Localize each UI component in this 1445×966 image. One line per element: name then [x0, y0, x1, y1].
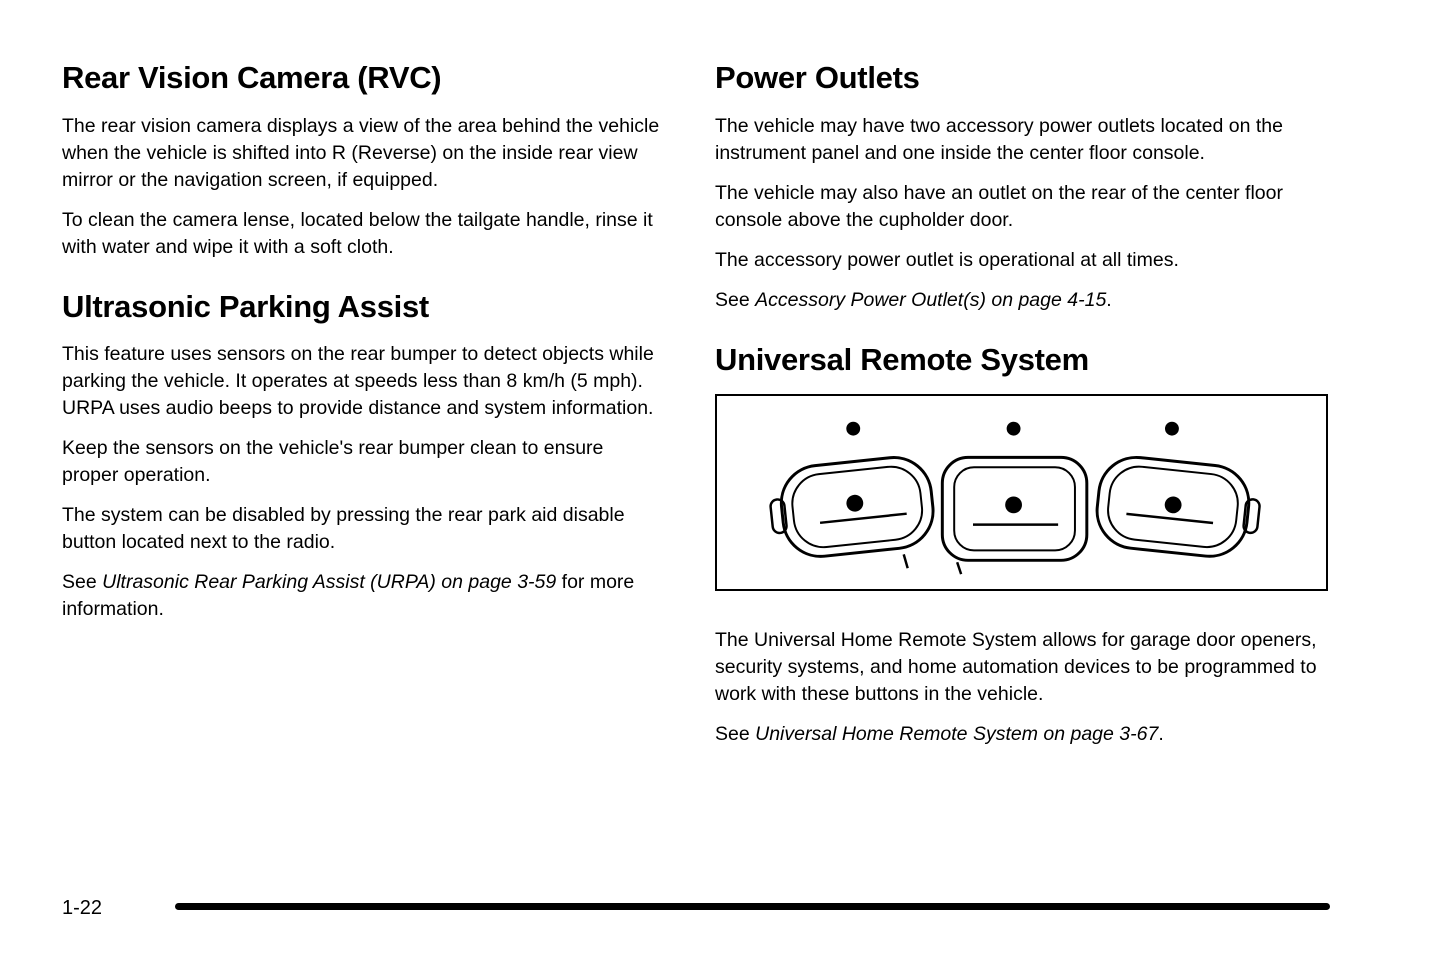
parking-assist-paragraph-3: The system can be disabled by pressing the rear park aid disable button located next to the radio.	[62, 504, 625, 554]
heading-power-outlets: Power Outlets	[715, 60, 920, 95]
rvc-paragraph-2: To clean the camera lense, located below the tailgate handle, rinse it with water and wipe it with a soft cloth.	[62, 208, 653, 258]
see-prefix: See	[715, 288, 756, 311]
left-column	[62, 60, 662, 636]
parking-assist-cross-reference	[62, 569, 662, 623]
power-outlets-paragraph-2: The vehicle may also have an outlet on the rear of the center floor console above the cupholder door.	[715, 181, 1283, 231]
rvc-paragraph-1: The rear vision camera displays a view of the area behind the vehicle when the vehicle is shifted into R (Reverse) on the inside rear view mirror or the navigation screen, if equipped.	[62, 114, 660, 191]
page-number: 1-22	[62, 897, 103, 919]
right-column	[715, 60, 1335, 761]
see-reference-italic: Ultrasonic Rear Parking Assist (URPA) on page 3-59	[102, 571, 557, 594]
heading-universal-remote-system: Universal Remote System	[715, 341, 1089, 377]
see-prefix: See	[62, 571, 103, 594]
footer-divider-rule	[175, 903, 1330, 910]
parking-assist-paragraph-2: Keep the sensors on the vehicle's rear bumper clean to ensure proper operation.	[62, 437, 604, 487]
see-suffix: .	[1106, 288, 1112, 311]
universal-remote-buttons-drawing	[717, 396, 1326, 589]
see-reference-italic: Accessory Power Outlet(s) on page 4-15	[755, 288, 1107, 311]
universal-remote-paragraph-1: The Universal Home Remote System allows for garage door openers, security systems, and home automation devices to be programmed to work with these buttons in the vehicle.	[715, 629, 1317, 706]
see-prefix: See	[715, 723, 756, 746]
power-outlets-cross-reference	[715, 287, 1335, 314]
see-reference-italic: Universal Home Remote System on page 3-67	[755, 723, 1159, 746]
universal-remote-cross-reference	[715, 721, 1335, 748]
see-suffix: for more information.	[62, 571, 635, 621]
parking-assist-paragraph-1: This feature uses sensors on the rear bumper to detect objects while parking the vehicle. It operates at speeds less than 8 km/h (5 mph). URPA uses audio beeps to provide distance and system information.	[62, 343, 654, 420]
power-outlets-paragraph-1: The vehicle may have two accessory power outlets located on the instrument panel and one inside the center floor console.	[715, 114, 1283, 164]
see-suffix: .	[1158, 723, 1164, 746]
heading-ultrasonic-parking-assist: Ultrasonic Parking Assist	[62, 288, 429, 324]
universal-remote-illustration	[715, 394, 1328, 591]
heading-rear-vision-camera: Rear Vision Camera (RVC)	[62, 60, 442, 95]
power-outlets-paragraph-3: The accessory power outlet is operational at all times.	[715, 248, 1179, 271]
